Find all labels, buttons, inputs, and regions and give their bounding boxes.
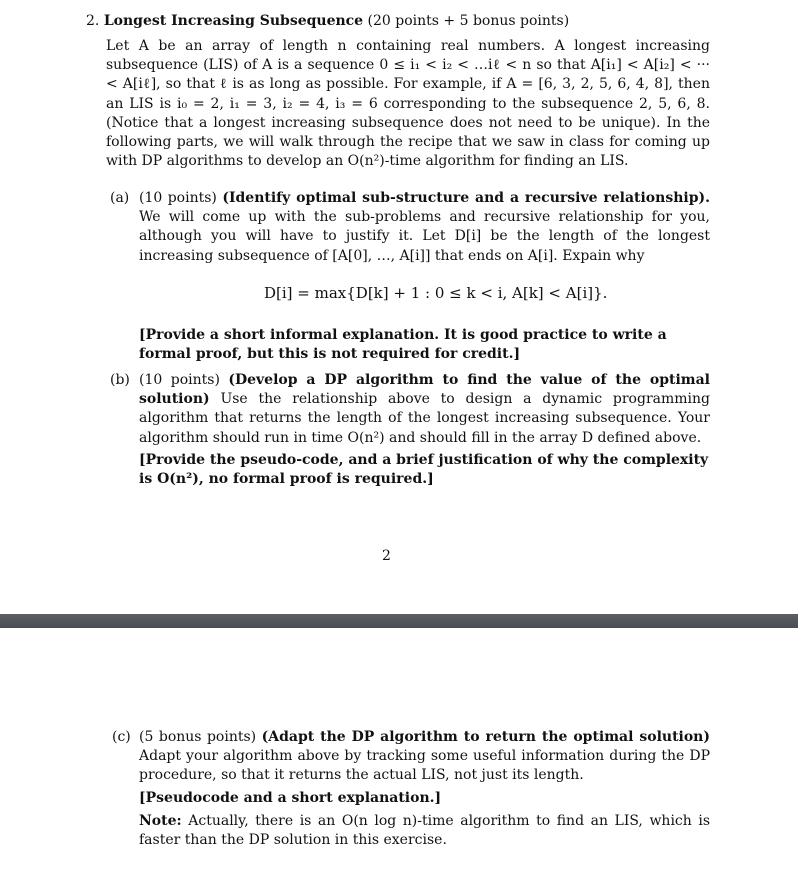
part-c-label: (c) — [112, 729, 131, 745]
problem-points: (20 points + 5 bonus points) — [367, 13, 570, 29]
part-b-body: Use the relationship above to design a dynamic programming algorithm that returns the length of the longest increasing subsequence. Your algorithm should run in time O(n²) and should fill in the array D defined above. — [139, 391, 710, 446]
part-b-note: [Provide the pseudo-code, and a brief justification of why the complexity is O(n²), no formal proof is required.] — [139, 452, 709, 488]
part-a-body: We will come up with the sub-problems and recursive relationship for you, although you will have to justify it. Let D[i] be the length of the longest increasing subsequence of [A[0], …, A[i]] that ends on A[i]. Expain why — [139, 209, 710, 264]
part-c-body: Adapt your algorithm above by tracking some useful information during the DP procedure, so that it returns the actual LIS, not just its length. — [139, 748, 710, 784]
problem-heading — [86, 12, 569, 31]
part-a-note: [Provide a short informal explanation. It is good practice to write a formal proof, but this is not required for credit.] — [139, 327, 667, 363]
problem-title: Longest Increasing Subsequence — [103, 13, 364, 29]
part-c-note: [Pseudocode and a short explanation.] — [139, 790, 442, 806]
part-c-heading: (Adapt the DP algorithm to return the optimal solution) — [261, 729, 710, 745]
page-number: 2 — [382, 548, 391, 564]
part-b-points: (10 points) — [139, 372, 220, 388]
page-separator — [0, 614, 798, 628]
part-b-text — [139, 371, 710, 448]
part-c-points: (5 bonus points) — [139, 729, 257, 745]
problem-intro: Let A be an array of length n containing real numbers. A longest increasing subsequence (LIS) of A is a sequence 0 ≤ i₁ < i₂ < …iℓ < n so that A[i₁] < A[i₂] < ··· < A[iℓ], so that ℓ is as long as possible. For example, if A = [6, 3, 2, 5, 6, 4, 8], then an LIS is i₀ = 2, i₁ = 3, i₂ = 4, i₃ = 6 corresponding to the subsequence 2, 5, 6, 8. (Notice that a longest increasing subsequence does not need to be unique). In the following parts, we will walk through the recipe that we saw in class for coming up with DP algorithms to develop an O(n²)-time algorithm for finding an LIS. — [106, 38, 710, 170]
part-a-label: (a) — [110, 190, 130, 206]
part-c-text — [139, 728, 710, 786]
part-b-heading: (Develop a DP algorithm to find the value of the optimal solution) — [139, 372, 710, 408]
part-b-label: (b) — [110, 372, 130, 388]
part-c-note-2-label: Note: — [139, 813, 182, 829]
part-a-heading: (Identify optimal sub-structure and a recursive relationship). — [222, 190, 710, 206]
part-a-points: (10 points) — [139, 190, 217, 206]
part-c-note-2 — [139, 812, 710, 850]
problem-number: 2. — [86, 13, 100, 29]
part-a-text — [139, 189, 710, 266]
part-c-note-2-text: Actually, there is an O(n log n)-time algorithm to find an LIS, which is faster than the DP solution in this exercise. — [139, 813, 711, 849]
part-a-equation: D[i] = max{D[k] + 1 : 0 ≤ k < i, A[k] < A[i]}. — [264, 284, 608, 302]
